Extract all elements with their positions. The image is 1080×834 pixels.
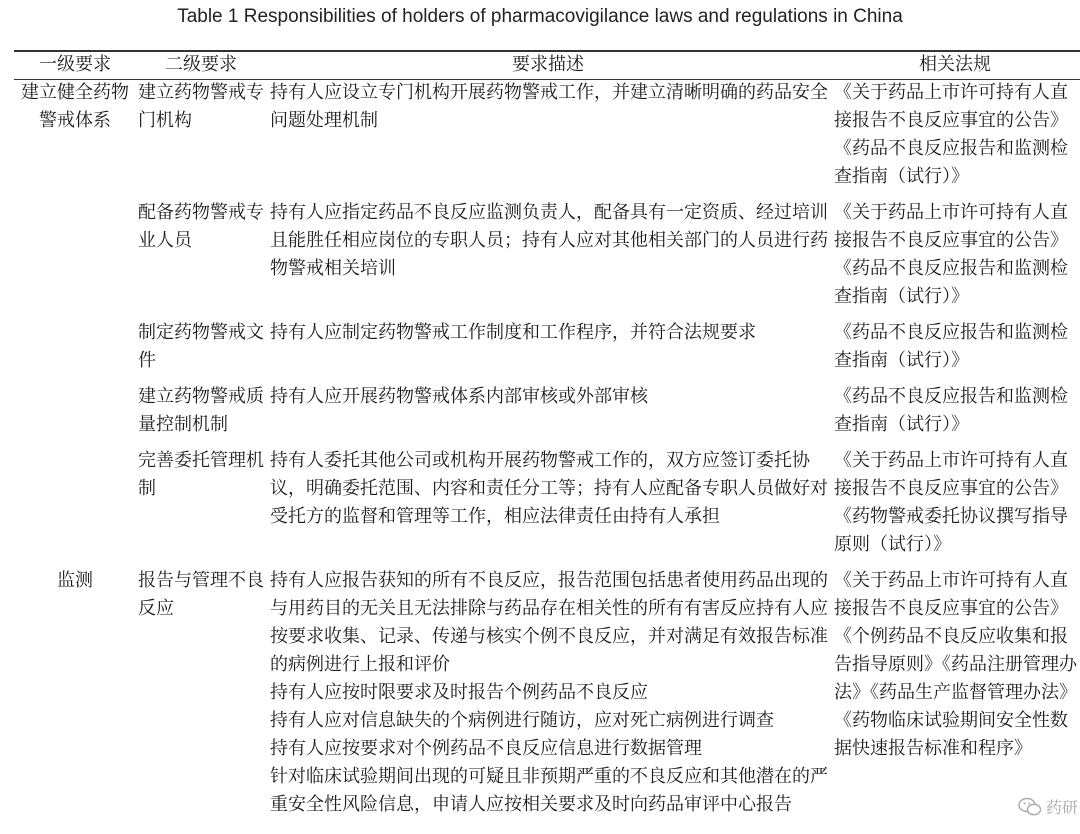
header-level2: 二级要求 (165, 53, 237, 75)
description-item: 针对临床试验期间出现的可疑且非预期严重的不良反应和其他潜在的严重安全性风险信息，申请人应按相关要求及时向药品审评中心报告 (270, 766, 828, 815)
table-row (14, 383, 1080, 439)
cell-description (266, 567, 830, 819)
cell-level1 (14, 447, 136, 559)
header-description: 要求描述 (512, 53, 584, 75)
description-item: 持有人应指定药品不良反应监测负责人，配备具有一定资质、经过培训且能胜任相应岗位的专职人员；持有人应对其他相关部门的人员进行药物警戒相关培训 (270, 202, 828, 279)
cell-level1 (14, 199, 136, 311)
row-spacer (14, 311, 1080, 319)
description-item: 持有人应报告获知的所有不良反应，报告范围包括患者使用药品出现的与用药目的无关且无法排除与药品存在相关性的所有有害反应持有人应按要求收集、记录、传递与核实个例不良反应，并对满足有效报告标准的病例进行上报和评价 (270, 570, 828, 675)
cell-level1 (14, 319, 136, 375)
watermark (1018, 795, 1078, 818)
cell-laws: 《关于药品上市许可持有人直接报告不良反应事宜的公告》《药品不良反应报告和监测检查指南（试行）》 (834, 202, 1068, 307)
description-item: 持有人委托其他公司或机构开展药物警戒工作的，双方应签订委托协议，明确委托范围、内容和责任分工等；持有人应配备专职人员做好对受托方的监督和管理等工作，相应法律责任由持有人承担 (270, 450, 828, 527)
header-row (14, 50, 1080, 79)
table-row (14, 319, 1080, 375)
header-level1: 一级要求 (39, 53, 111, 75)
cell-level1 (14, 383, 136, 439)
table-row (14, 567, 1080, 819)
description-item: 持有人应制定药物警戒工作制度和工作程序，并符合法规要求 (270, 322, 756, 343)
cell-level2: 报告与管理不良反应 (138, 570, 264, 619)
cell-laws: 《药品不良反应报告和监测检查指南（试行）》 (834, 386, 1068, 435)
cell-description (266, 199, 830, 311)
table-row (14, 199, 1080, 311)
row-spacer-cell (14, 191, 1080, 199)
description-item: 持有人应开展药物警戒体系内部审核或外部审核 (270, 386, 648, 407)
description-item: 持有人应按时限要求及时报告个例药品不良反应 (270, 682, 648, 703)
description-item: 持有人应对信息缺失的个病例进行随访，应对死亡病例进行调查 (270, 710, 774, 731)
cell-level1: 监测 (57, 570, 93, 591)
table-row (14, 79, 1080, 191)
table-caption: Table 1 Responsibilities of holders of pharmacovigilance laws and regulations in China (177, 6, 903, 27)
cell-level2: 建立药物警戒专门机构 (138, 82, 264, 131)
table-body (14, 79, 1080, 827)
cell-level2: 制定药物警戒文件 (138, 322, 264, 371)
cell-laws: 《关于药品上市许可持有人直接报告不良反应事宜的公告》《药物警戒委托协议撰写指导原则（试行）》 (834, 450, 1068, 555)
row-spacer (14, 191, 1080, 199)
description-item: 持有人应设立专门机构开展药物警戒工作，并建立清晰明确的药品安全问题处理机制 (270, 82, 828, 131)
row-spacer-cell (14, 819, 1080, 827)
cell-level2: 建立药物警戒质量控制机制 (138, 386, 264, 435)
row-spacer (14, 559, 1080, 567)
cell-description (266, 383, 830, 439)
row-spacer (14, 819, 1080, 827)
row-spacer-cell (14, 311, 1080, 319)
description-item: 持有人应按要求对个例药品不良反应信息进行数据管理 (270, 738, 702, 759)
watermark-text: 药研 (1045, 798, 1078, 817)
table-row (14, 447, 1080, 559)
row-spacer (14, 375, 1080, 383)
wechat-icon (1018, 797, 1042, 817)
cell-description (266, 79, 830, 191)
row-spacer-cell (14, 559, 1080, 567)
responsibilities-table (14, 50, 1080, 827)
cell-level1: 建立健全药物警戒体系 (21, 82, 129, 131)
cell-description (266, 447, 830, 559)
row-spacer-cell (14, 375, 1080, 383)
cell-laws: 《关于药品上市许可持有人直接报告不良反应事宜的公告》《个例药品不良反应收集和报告指导原则》《药品注册管理办法》《药品生产监督管理办法》《药物临床试验期间安全性数据快速报告标准和程序》 (834, 570, 1077, 759)
header-laws: 相关法规 (919, 53, 991, 75)
cell-description (266, 319, 830, 375)
row-spacer-cell (14, 439, 1080, 447)
cell-level2: 配备药物警戒专业人员 (138, 202, 264, 251)
cell-laws: 《关于药品上市许可持有人直接报告不良反应事宜的公告》《药品不良反应报告和监测检查指南（试行）》 (834, 82, 1068, 187)
row-spacer (14, 439, 1080, 447)
cell-level2: 完善委托管理机制 (138, 450, 264, 499)
cell-laws: 《药品不良反应报告和监测检查指南（试行）》 (834, 322, 1068, 371)
